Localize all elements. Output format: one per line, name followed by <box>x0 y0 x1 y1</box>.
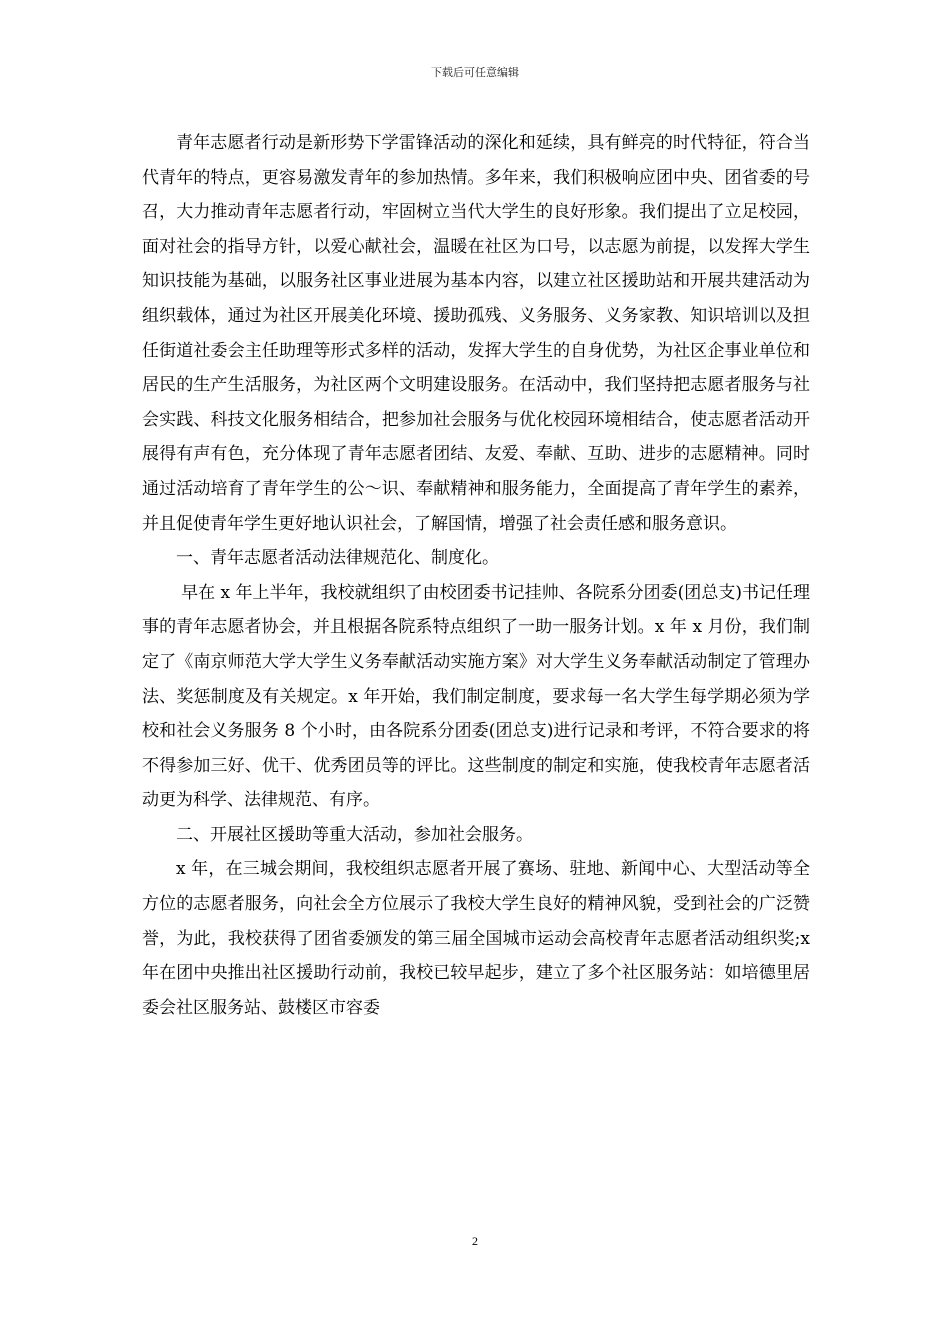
document-body <box>142 126 810 1025</box>
section-heading-2: 二、开展社区援助等重大活动，参加社会服务。 <box>176 824 533 845</box>
paragraph-section-1: 早在 x 年上半年，我校就组织了由校团委书记挂帅、各院系分团委(团总支)书记任理事的青年志愿者协会，并且根据各院系特点组织了一助一服务计划。x 年 x 月份，我们制定了《南京师范大学大学生义务奉献活动实施方案》对大学生义务奉献活动制定了管理办法、奖惩制度及有关规定。x 年开始，我们制定制度，要求每一名大学生每学期必须为学校和社会义务服务 8 个小时，由各院系分团委(团总支)进行记录和考评，不符合要求的将不得参加三好、优干、优秀团员等的评比。这些制度的制定和实施，使我校青年志愿者活动更为科学、法律规范、有序。 <box>142 582 810 811</box>
paragraph-section-2: x 年，在三城会期间，我校组织志愿者开展了赛场、驻地、新闻中心、大型活动等全方位的志愿者服务，向社会全方位展示了我校大学生良好的精神风貌，受到社会的广泛赞誉，为此，我校获得了团省委颁发的第三届全国城市运动会高校青年志愿者活动组织奖;x 年在团中央推出社区援助行动前，我校已较早起步，建立了多个社区服务站：如培德里居委会社区服务站、鼓楼区市容委 <box>142 859 810 1018</box>
section-heading-1: 一、青年志愿者活动法律规范化、制度化。 <box>176 548 499 569</box>
page-header: 下载后可任意编辑 <box>431 66 519 79</box>
paragraph-intro: 青年志愿者行动是新形势下学雷锋活动的深化和延续，具有鲜亮的时代特征，符合当代青年的特点，更容易激发青年的参加热情。多年来，我们积极响应团中央、团省委的号召，大力推动青年志愿者行动，牢固树立当代大学生的良好形象。我们提出了立足校园，面对社会的指导方针，以爱心献社会，温暖在社区为口号，以志愿为前提，以发挥大学生知识技能为基础，以服务社区事业进展为基本内容，以建立社区援助站和开展共建活动为组织载体，通过为社区开展美化环境、援助孤残、义务服务、义务家教、知识培训以及担任街道社委会主任助理等形式多样的活动，发挥大学生的自身优势，为社区企事业单位和居民的生产生活服务，为社区两个文明建设服务。在活动中，我们坚持把志愿者服务与社会实践、科技文化服务相结合，把参加社会服务与优化校园环境相结合，使志愿者活动开展得有声有色，充分体现了青年志愿者团结、友爱、奉献、互助、进步的志愿精神。同时通过活动培育了青年学生的公～识、奉献精神和服务能力，全面提高了青年学生的素养，并且促使青年学生更好地认识社会，了解国情，增强了社会责任感和服务意识。 <box>142 133 810 534</box>
page-number: 2 <box>472 1234 478 1248</box>
